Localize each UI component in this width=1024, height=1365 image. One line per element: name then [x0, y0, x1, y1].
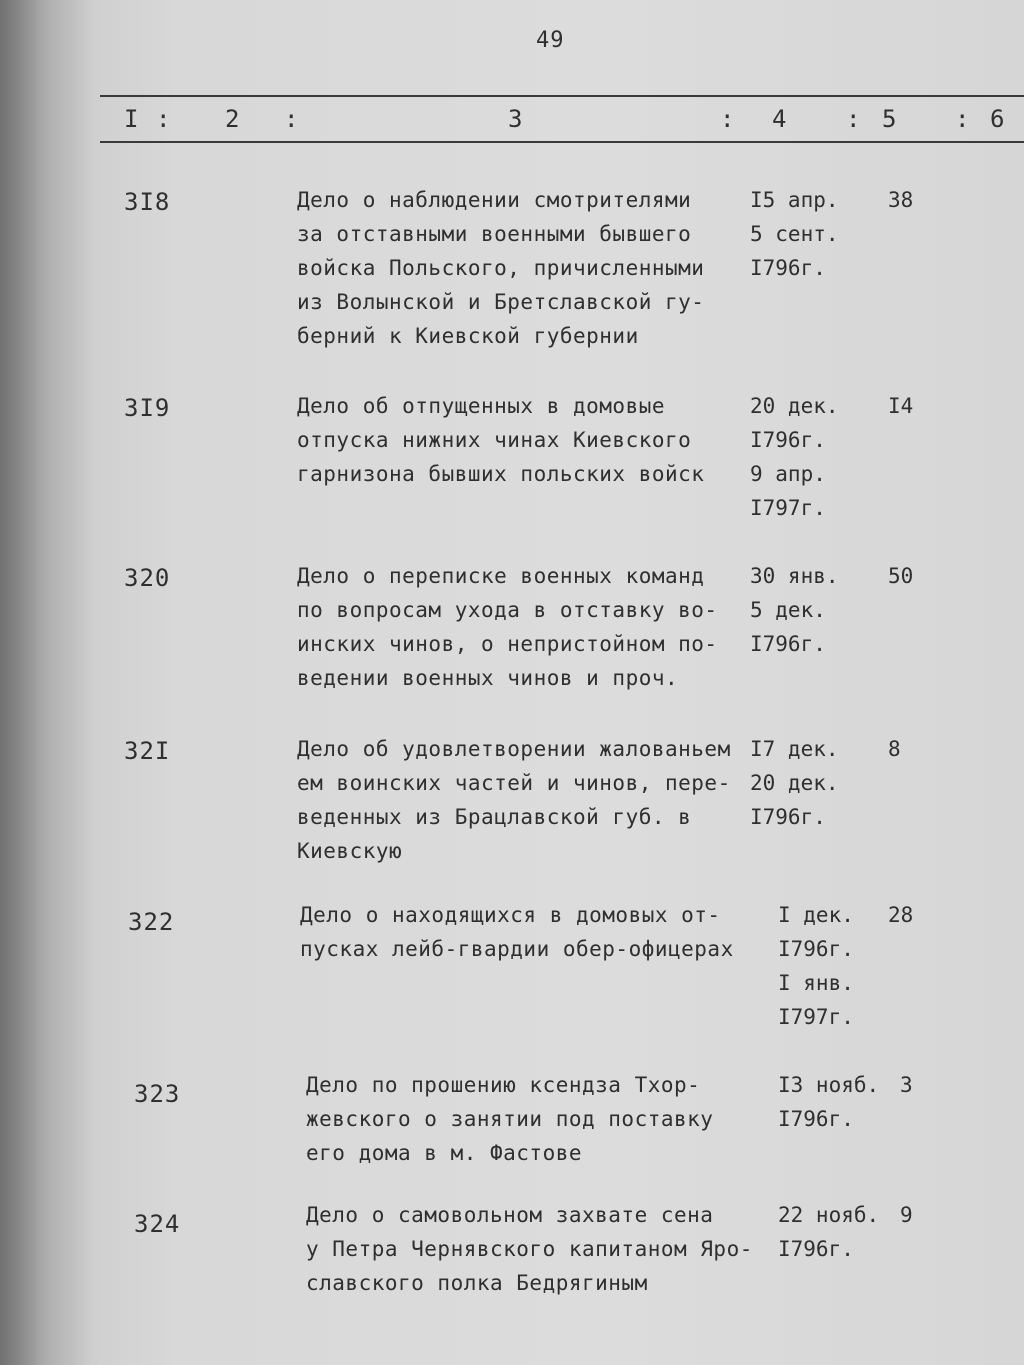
description-line: по вопросам ухода в отставку во- [297, 598, 718, 622]
sheet-count: 3 [900, 1073, 913, 1097]
column-separator: : [720, 105, 735, 133]
date-line: 5 сент. [750, 222, 839, 246]
description-line: ем воинских частей и чинов, пере- [297, 771, 731, 795]
sheet-count: 50 [888, 564, 914, 588]
description-line: славского полка Бедрягиным [306, 1271, 648, 1295]
description-line: берний к Киевской губернии [297, 324, 639, 348]
date-line: I3 нояб. [778, 1073, 880, 1097]
column-header-5: 5 [882, 105, 897, 133]
description-line: Киевскую [297, 839, 403, 863]
date-line: 22 нояб. [778, 1203, 880, 1227]
description-line: Дело об отпущенных в домовые [297, 394, 666, 418]
case-description [297, 389, 704, 491]
date-line: I797г. [778, 1005, 854, 1029]
date-line: 20 дек. [750, 394, 839, 418]
date-line: I796г. [750, 632, 826, 656]
description-line: Дело о переписке военных команд [297, 564, 705, 588]
column-separator: : [284, 105, 299, 133]
description-line: Дело по прошению ксендза Тхор- [306, 1073, 701, 1097]
date-line: 20 дек. [750, 771, 839, 795]
date-line: I796г. [750, 428, 826, 452]
description-line: веденных из Брацлавской губ. в [297, 805, 692, 829]
date-line: 5 дек. [750, 598, 826, 622]
sheet-count: I4 [888, 394, 914, 418]
date-line: I янв. [778, 971, 854, 995]
binding-shadow [0, 0, 100, 1365]
column-header-6: 6 [990, 105, 1005, 133]
description-line: Дело об удовлетворении жалованьем [297, 737, 731, 761]
sheet-count: 8 [888, 737, 901, 761]
case-number: 323 [134, 1080, 181, 1108]
description-line: гарнизона бывших польских войск [297, 462, 705, 486]
date-line: I дек. [778, 903, 854, 927]
column-separator: : [156, 105, 171, 133]
case-description [297, 559, 718, 695]
description-line: Дело о находящихся в домовых от- [300, 903, 721, 927]
case-dates [778, 1068, 879, 1136]
case-dates [778, 1198, 879, 1266]
case-description [297, 183, 704, 353]
description-line: инских чинов, о непристойном по- [297, 632, 718, 656]
case-number: 324 [134, 1210, 181, 1238]
description-line: за отставными военными бывшего [297, 222, 692, 246]
case-description [300, 898, 734, 966]
date-line: I5 апр. [750, 188, 839, 212]
date-line: I7 дек. [750, 737, 839, 761]
description-line: жевского о занятии под поставку [306, 1107, 714, 1131]
case-number: 32I [124, 737, 171, 765]
description-line: войска Польского, причисленными [297, 256, 705, 280]
case-number: 3I9 [124, 394, 171, 422]
date-line: 9 апр. [750, 462, 826, 486]
case-description [297, 732, 731, 868]
date-line: I796г. [750, 256, 826, 280]
column-header-3: 3 [508, 105, 523, 133]
description-line: Дело о самовольном захвате сена [306, 1203, 714, 1227]
date-line: I796г. [750, 805, 826, 829]
date-line: 30 янв. [750, 564, 839, 588]
case-dates [750, 732, 839, 834]
date-line: I796г. [778, 937, 854, 961]
date-line: I796г. [778, 1107, 854, 1131]
column-header-2: 2 [225, 105, 240, 133]
column-separator: : [955, 105, 970, 133]
case-description [306, 1198, 753, 1300]
description-line: из Волынской и Бретславской гу- [297, 290, 705, 314]
description-line: Дело о наблюдении смотрителями [297, 188, 692, 212]
sheet-count: 9 [900, 1203, 913, 1227]
sheet-count: 28 [888, 903, 914, 927]
page-number: 49 [536, 28, 565, 53]
column-separator: : [846, 105, 861, 133]
case-number: 320 [124, 564, 171, 592]
case-dates [750, 183, 839, 285]
date-line: I797г. [750, 496, 826, 520]
header-rule-bottom [100, 141, 1024, 143]
description-line: у Петра Чернявского капитаном Яро- [306, 1237, 753, 1261]
case-dates [778, 898, 854, 1034]
description-line: его дома в м. Фастове [306, 1141, 583, 1165]
case-dates [750, 559, 839, 661]
description-line: пусках лейб-гвардии обер-офицерах [300, 937, 734, 961]
description-line: ведении военных чинов и проч. [297, 666, 679, 690]
description-line: отпуска нижних чинах Киевского [297, 428, 692, 452]
header-rule-top [100, 95, 1024, 97]
case-number: 322 [128, 908, 175, 936]
date-line: I796г. [778, 1237, 854, 1261]
case-number: 3I8 [124, 188, 171, 216]
sheet-count: 38 [888, 188, 914, 212]
column-header-1: I [124, 105, 139, 133]
case-dates [750, 389, 839, 525]
column-header-4: 4 [772, 105, 787, 133]
case-description [306, 1068, 713, 1170]
